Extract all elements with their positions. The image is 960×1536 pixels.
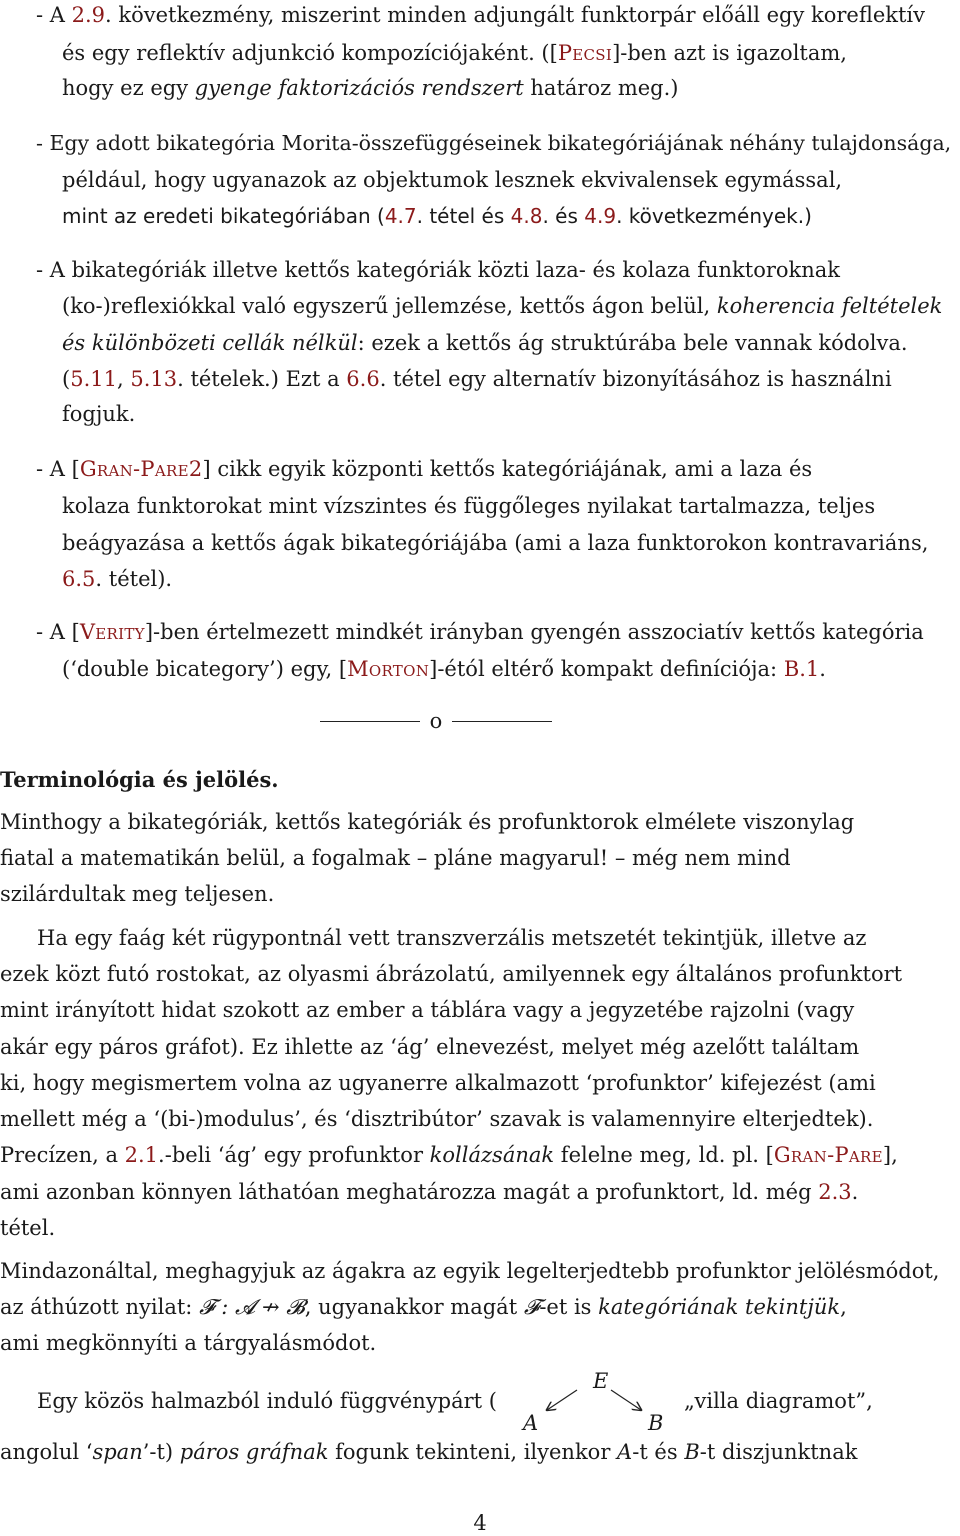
text: ]-ben értelmezett mindkét irányban gyengén asszociatív kettős kategória	[144, 620, 924, 644]
citation-link[interactable]: Gran-Pare2	[79, 457, 203, 481]
text: .	[851, 1180, 859, 1204]
text: fogunk tekinteni, ilyenkor	[328, 1440, 618, 1464]
item5-line1	[36, 619, 924, 645]
item4-line4	[62, 566, 172, 592]
para3-line2	[0, 1294, 847, 1320]
para1-line1: Minthogy a bikategóriák, kettős kategóriák és profunktorok elmélete viszonylag	[0, 810, 855, 834]
math-expression: 𝓕 : 𝓐 ↛ 𝓑	[199, 1295, 305, 1319]
text: ,	[840, 1295, 847, 1319]
text: . és	[542, 204, 585, 228]
text: . tétel egy alternatív bizonyításához is használni	[379, 367, 892, 391]
diagram-node-a: A	[523, 1411, 539, 1435]
text: és egy reflektív adjunkció kompozíciójaként. ([	[62, 41, 558, 65]
separator-rule-right	[452, 721, 552, 722]
item3-line4	[62, 366, 892, 392]
para2-line9: tétel.	[0, 1216, 56, 1240]
cross-ref-link[interactable]: B.1	[783, 657, 820, 681]
span-diagram	[515, 1366, 675, 1438]
para4-line2	[0, 1439, 857, 1465]
text: - A	[36, 3, 72, 27]
item1-line1	[36, 2, 925, 28]
para2-line5: ki, hogy megismertem volna az ugyanerre alkalmazott ‘profunktor’ kifejezést (ami	[0, 1071, 876, 1095]
text: . tételek.) Ezt a	[177, 367, 347, 391]
text: -t és	[632, 1440, 685, 1464]
section-heading: Terminológia és jelölés.	[0, 767, 279, 792]
separator-rule-left	[320, 721, 420, 722]
item3-line3	[62, 330, 908, 356]
item2-line1: - Egy adott bikategória Morita-összefüggéseinek bikategóriájának néhány tulajdonsága,	[36, 131, 952, 155]
span-diagram-svg	[515, 1366, 675, 1438]
text: ami azonban könnyen láthatóan meghatározza magát a profunktort, ld. még	[0, 1180, 819, 1204]
item4-line1	[36, 456, 812, 482]
text: - A [	[36, 620, 80, 644]
text: (	[62, 367, 71, 391]
item3-line5: fogjuk.	[62, 402, 136, 426]
text: . tétel).	[95, 567, 173, 591]
para4-line1-end: „villa diagramot”,	[684, 1389, 873, 1413]
cross-ref-link[interactable]: 2.9	[71, 3, 106, 27]
emphasis: koherencia feltételek	[716, 294, 943, 318]
cross-ref-link[interactable]: 4.7	[384, 204, 417, 228]
item4-line2: kolaza funktorokat mint vízszintes és függőleges nyilakat tartalmazza, teljes	[62, 494, 876, 518]
cross-ref-link[interactable]: 2.1	[124, 1143, 159, 1167]
para3-line1: Mindazonáltal, meghagyjuk az ágakra az egyik legelterjedtebb profunktor jelölésmódot,	[0, 1259, 940, 1283]
text: határoz meg.)	[523, 76, 679, 100]
math-symbol: A	[617, 1440, 633, 1464]
page-number: 4	[473, 1511, 487, 1535]
cross-ref-link[interactable]: 5.13	[130, 367, 178, 391]
math-symbol: 𝓕	[523, 1295, 540, 1319]
cross-ref-link[interactable]: 2.3	[818, 1180, 852, 1204]
para2-line6: mellett még a ‘(bi-)modulus’, és ‘disztribútor’ szavak is valamennyire elterjedtek).	[0, 1107, 874, 1131]
text: Precízen, a	[0, 1143, 125, 1167]
para2-line1: Ha egy faág két rügypontnál vett transzverzális metszetét tekintjük, illetve az	[37, 926, 867, 950]
item5-line2	[62, 656, 826, 682]
para1-line3: szilárdultak meg teljesen.	[0, 882, 275, 906]
text: mint az eredeti bikategóriában (	[62, 204, 385, 228]
para2-line8	[0, 1179, 858, 1205]
section-separator	[320, 708, 552, 734]
diagram-node-e: E	[593, 1369, 609, 1393]
text: ’-t)	[142, 1440, 180, 1464]
cross-ref-link[interactable]: 6.5	[62, 567, 96, 591]
text: ]-étól eltérő kompakt definíciója:	[429, 657, 784, 681]
text: -t diszjunktnak	[699, 1440, 858, 1464]
emphasis: gyenge faktorizációs rendszert	[194, 76, 524, 100]
item4-line3: beágyazása a kettős ágak bikategóriájába (ami a laza funktorokon kontravariáns,	[62, 531, 929, 555]
text: az áthúzott nyilat:	[0, 1295, 200, 1319]
text: ] cikk egyik központi kettős kategóriájának, ami a laza és	[202, 457, 813, 481]
emphasis: kategóriának tekintjük	[598, 1295, 841, 1319]
item1-line2	[62, 40, 847, 66]
text: ]-ben azt is igazoltam,	[612, 41, 847, 65]
text: - A [	[36, 457, 80, 481]
diagram-arrow-left	[547, 1390, 577, 1410]
item3-line1: - A bikategóriák illetve kettős kategóriák közti laza- és kolaza funktoroknak	[36, 258, 841, 282]
emphasis: kollázsának	[429, 1143, 555, 1167]
para1-line2: fiatal a matematikán belül, a fogalmak – pláne magyarul! – még nem mind	[0, 846, 791, 870]
text: . következmény, miszerint minden adjungált funktorpár előáll egy koreflektív	[105, 3, 926, 27]
text: hogy ez egy	[62, 76, 195, 100]
text: ],	[882, 1143, 898, 1167]
citation-link[interactable]: Verity	[79, 620, 145, 644]
item1-line3	[62, 75, 679, 101]
text: , ugyanakkor magát	[304, 1295, 524, 1319]
math-symbol: B	[684, 1440, 700, 1464]
text: . következmények.)	[616, 204, 812, 228]
item2-line2: például, hogy ugyanazok az objektumok lesznek ekvivalensek egymással,	[62, 168, 843, 192]
citation-link[interactable]: Pecsi	[557, 41, 613, 65]
text: -et is	[539, 1295, 599, 1319]
emphasis: span	[92, 1440, 143, 1464]
para2-line7	[0, 1142, 898, 1168]
cross-ref-link[interactable]: 6.6	[346, 367, 380, 391]
para3-line3: ami megkönnyíti a tárgyalásmódot.	[0, 1331, 377, 1355]
text: : ezek a kettős ág struktúrába bele vannak kódolva.	[357, 331, 908, 355]
text: .-beli ‘ág’ egy profunktor	[158, 1143, 430, 1167]
cross-ref-link[interactable]: 5.11	[70, 367, 117, 391]
para2-line2: ezek közt futó rostokat, az olyasmi ábrázolatú, amilyennek egy általános profunktort	[0, 962, 903, 986]
diagram-arrow-right	[611, 1390, 641, 1410]
text: angolul ‘	[0, 1440, 93, 1464]
text: . tétel és	[416, 204, 511, 228]
cross-ref-link[interactable]: 4.9	[584, 204, 617, 228]
separator-mark: o	[429, 709, 443, 733]
text: (‘double bicategory’) egy, [	[62, 657, 348, 681]
diagram-node-b: B	[648, 1411, 664, 1435]
para4-line1-start: Egy közös halmazból induló függvénypárt (	[37, 1389, 497, 1413]
emphasis: és különbözeti cellák nélkül	[62, 331, 358, 355]
para2-line3: mint irányított hidat szokott az ember a táblára vagy a jegyzetébe rajzolni (vagy	[0, 998, 855, 1022]
citation-link[interactable]: Morton	[347, 657, 430, 681]
item2-line3	[62, 203, 812, 229]
text: felelne meg, ld. pl. [	[554, 1143, 774, 1167]
citation-link[interactable]: Gran-Pare	[773, 1143, 883, 1167]
item3-line2	[62, 293, 942, 319]
text: (ko-)reflexiókkal való egyszerű jellemzése, kettős ágon belül,	[62, 294, 717, 318]
emphasis: páros gráfnak	[179, 1440, 329, 1464]
text: .	[819, 657, 826, 681]
text: ,	[116, 367, 131, 391]
cross-ref-link[interactable]: 4.8	[510, 204, 543, 228]
para2-line4: akár egy páros gráfot). Ez ihlette az ‘ág’ elnevezést, melyet még azelőtt találtam	[0, 1035, 860, 1059]
